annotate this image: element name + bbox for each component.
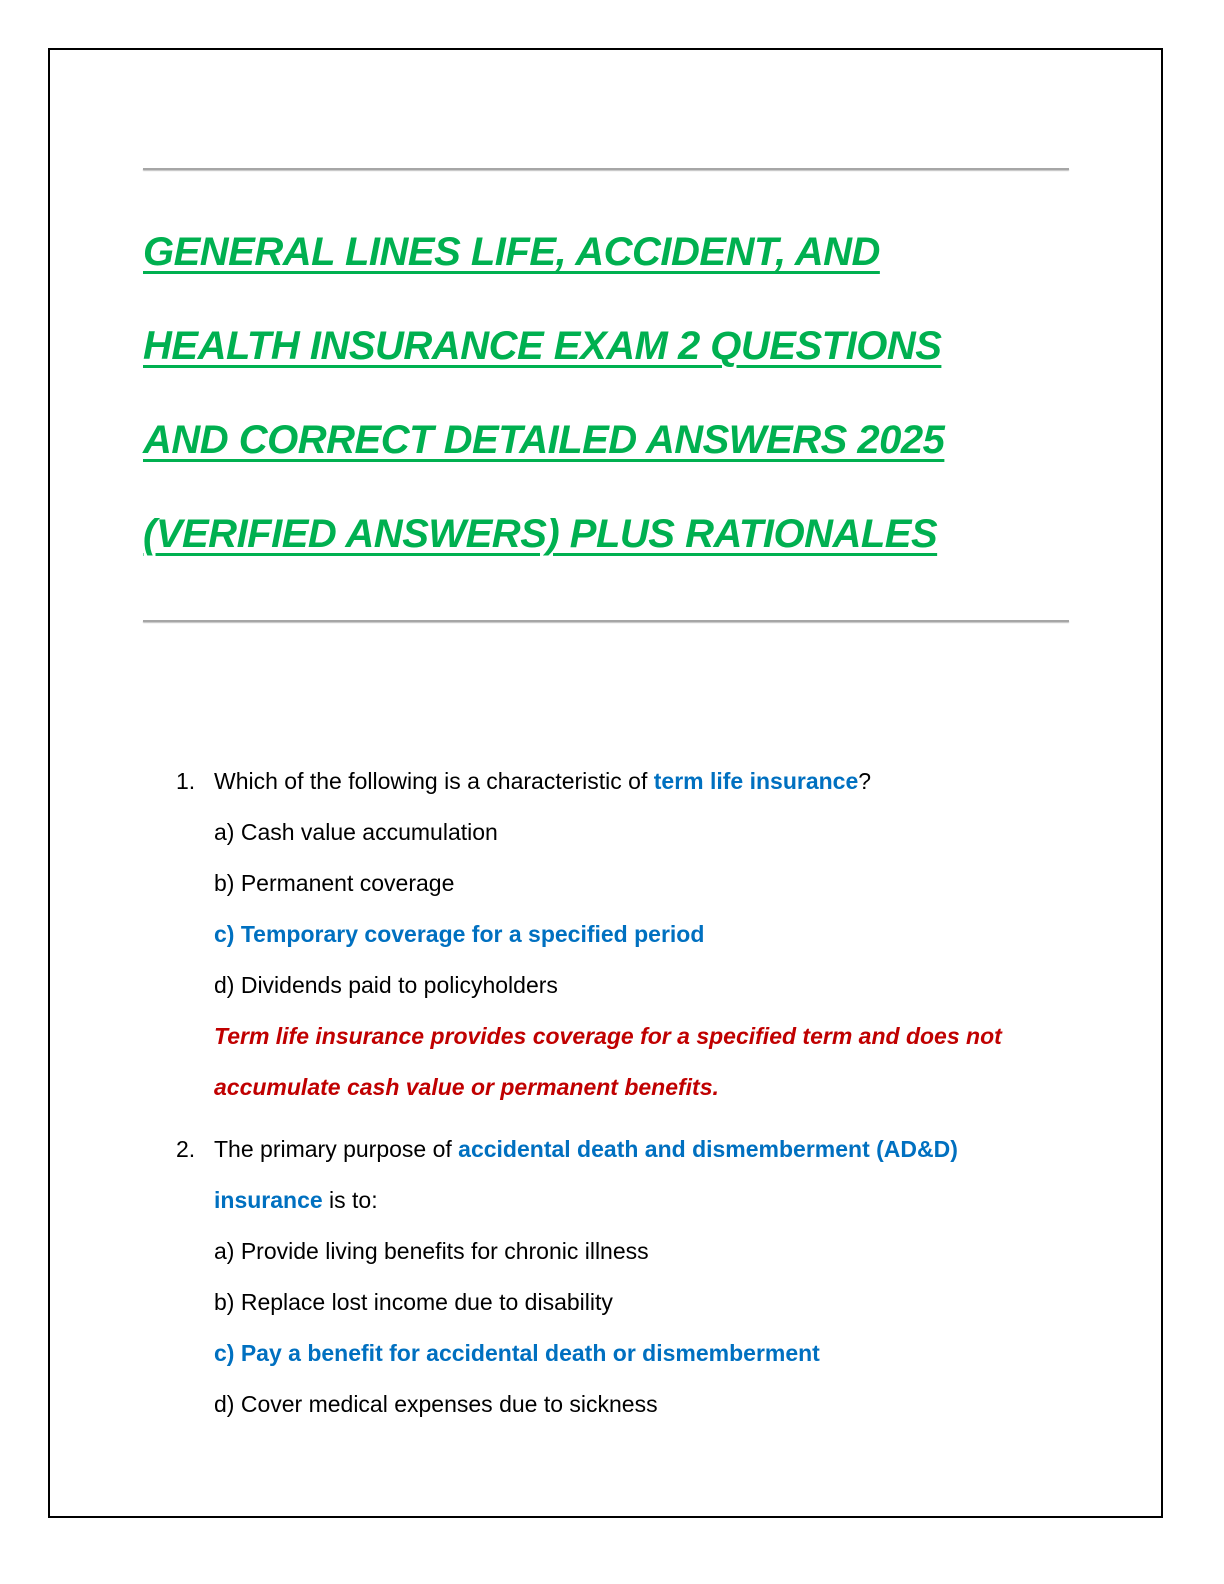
question-1-number: 1.: [176, 768, 196, 794]
title-line-1: GENERAL LINES LIFE, ACCIDENT, AND: [143, 230, 880, 274]
question-2-key-term-cont: insurance: [214, 1187, 323, 1213]
document-title: [143, 205, 1103, 581]
question-2-stem-line-2: [214, 1185, 378, 1215]
question-1-stem: [214, 766, 871, 796]
question-1-stem-text: Which of the following is a characteristic of: [214, 768, 654, 794]
title-line-2: HEALTH INSURANCE EXAM 2 QUESTIONS: [143, 324, 942, 368]
question-2-stem-end: is to:: [322, 1187, 378, 1213]
title-line-3: AND CORRECT DETAILED ANSWERS 2025: [143, 418, 945, 462]
question-2-stem-line-1: [214, 1134, 958, 1164]
question-1-stem-end: ?: [858, 768, 872, 794]
question-1-option-d: d) Dividends paid to policyholders: [214, 972, 558, 998]
question-2-stem-text: The primary purpose of: [214, 1136, 459, 1162]
question-1-option-c-correct: c) Temporary coverage for a specified period: [214, 921, 705, 947]
bottom-divider: [143, 620, 1069, 622]
question-2-option-c-correct: c) Pay a benefit for accidental death or dismemberment: [214, 1340, 820, 1366]
question-1-rationale-line-1: Term life insurance provides coverage for a specified term and does not: [214, 1023, 1002, 1049]
question-1-rationale-line-2: accumulate cash value or permanent benefits.: [214, 1074, 719, 1100]
question-1-option-a: a) Cash value accumulation: [214, 819, 498, 845]
question-2-number: 2.: [176, 1136, 196, 1162]
question-2-option-b: b) Replace lost income due to disability: [214, 1289, 613, 1315]
question-1-option-b: b) Permanent coverage: [214, 870, 455, 896]
question-1-key-term: term life insurance: [653, 768, 859, 794]
title-line-4: (VERIFIED ANSWERS) PLUS RATIONALES: [143, 512, 938, 556]
top-divider: [143, 168, 1069, 170]
question-2-option-a: a) Provide living benefits for chronic illness: [214, 1238, 649, 1264]
question-2-key-term: accidental death and dismemberment (AD&D): [458, 1136, 958, 1162]
question-2-option-d: d) Cover medical expenses due to sickness: [214, 1391, 658, 1417]
